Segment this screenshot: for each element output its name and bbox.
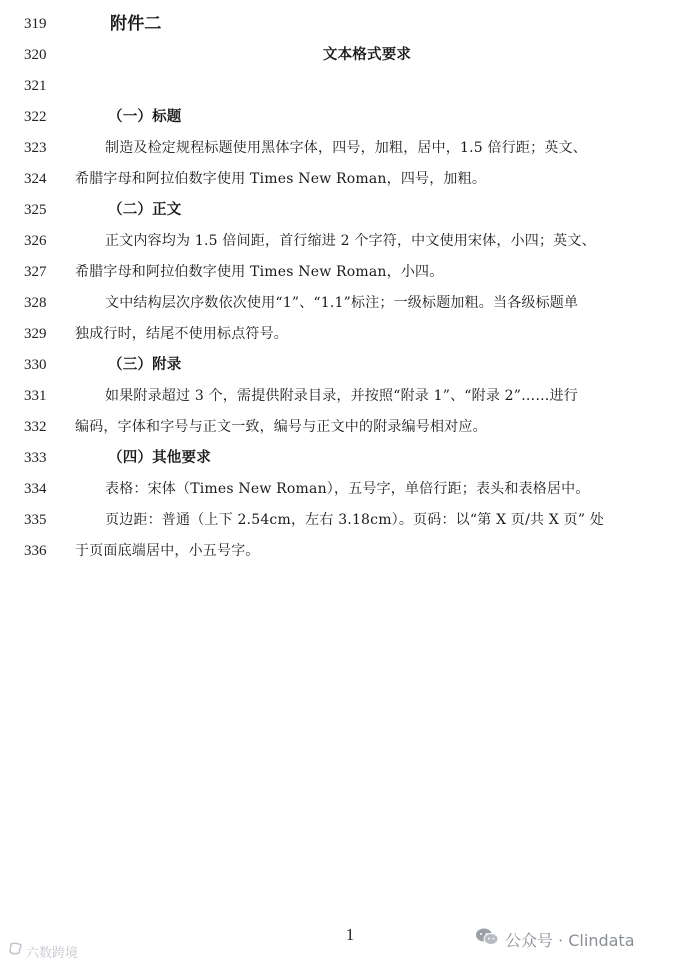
line-number: 330 <box>24 357 47 373</box>
line-number: 326 <box>24 233 47 249</box>
paragraph-line: 希腊字母和阿拉伯数字使用 Times New Roman，四号，加粗。 <box>75 171 487 187</box>
page-number: 1 <box>345 925 355 944</box>
paragraph-line: 正文内容均为 1.5 倍间距，首行缩进 2 个字符，中文使用宋体，小四；英文、 <box>105 233 596 249</box>
line-number: 329 <box>24 326 47 342</box>
page-title: 文本格式要求 <box>322 47 412 63</box>
line-number: 333 <box>24 450 47 466</box>
line-number: 324 <box>24 171 47 187</box>
line-328 <box>0 292 675 323</box>
watermark-logo-icon <box>8 941 24 961</box>
wechat-icon <box>475 927 499 951</box>
watermark-left-text: 六数跨境 <box>26 945 79 961</box>
paragraph-line: 页边距：普通（上下 2.54cm，左右 3.18cm）。页码：以“第 X 页/共 X 页” 处 <box>105 512 605 528</box>
line-332 <box>0 416 675 447</box>
line-number: 335 <box>24 512 47 528</box>
paragraph-line: 表格：宋体（Times New Roman），五号字，单倍行距；表头和表格居中。 <box>105 481 590 497</box>
paragraph-line: 如果附录超过 3 个，需提供附录目录，并按照“附录 1”、“附录 2”……进行 <box>105 388 578 404</box>
line-number: 323 <box>24 140 47 156</box>
section-heading: （三）附录 <box>108 357 182 373</box>
line-327 <box>0 261 675 292</box>
line-number: 320 <box>24 47 47 63</box>
line-number: 331 <box>24 388 47 404</box>
annex-label: 附件二 <box>110 14 162 34</box>
paragraph-line: 编码，字体和字号与正文一致，编号与正文中的附录编号相对应。 <box>75 419 487 435</box>
line-324 <box>0 168 675 199</box>
line-322 <box>0 106 675 137</box>
line-326 <box>0 230 675 261</box>
line-321 <box>0 75 675 106</box>
line-320 <box>0 44 675 75</box>
line-333 <box>0 447 675 478</box>
section-heading: （一）标题 <box>108 109 182 125</box>
watermark-right-text: 公众号 · Clindata <box>505 930 635 950</box>
line-number: 332 <box>24 419 47 435</box>
line-number: 319 <box>24 16 47 32</box>
watermark-right <box>475 927 635 951</box>
line-number: 322 <box>24 109 47 125</box>
line-331 <box>0 385 675 416</box>
paragraph-line: 独成行时，结尾不使用标点符号。 <box>75 326 288 342</box>
line-319 <box>0 13 675 44</box>
watermark-left <box>8 941 78 961</box>
paragraph-line: 于页面底端居中，小五号字。 <box>75 543 260 559</box>
paragraph-line: 希腊字母和阿拉伯数字使用 Times New Roman，小四。 <box>75 264 444 280</box>
section-heading: （二）正文 <box>108 202 182 218</box>
line-336 <box>0 540 675 571</box>
line-number: 336 <box>24 543 47 559</box>
line-335 <box>0 509 675 540</box>
section-heading: （四）其他要求 <box>108 450 211 466</box>
line-number: 325 <box>24 202 47 218</box>
line-number: 334 <box>24 481 47 497</box>
line-325 <box>0 199 675 230</box>
paragraph-line: 制造及检定规程标题使用黑体字体，四号，加粗，居中，1.5 倍行距；英文、 <box>105 140 587 156</box>
paragraph-line: 文中结构层次序数依次使用“1”、“1.1”标注；一级标题加粗。当各级标题单 <box>105 295 579 311</box>
line-number: 327 <box>24 264 47 280</box>
line-number: 321 <box>24 78 47 94</box>
line-329 <box>0 323 675 354</box>
line-334 <box>0 478 675 509</box>
line-323 <box>0 137 675 168</box>
line-number: 328 <box>24 295 47 311</box>
line-330 <box>0 354 675 385</box>
